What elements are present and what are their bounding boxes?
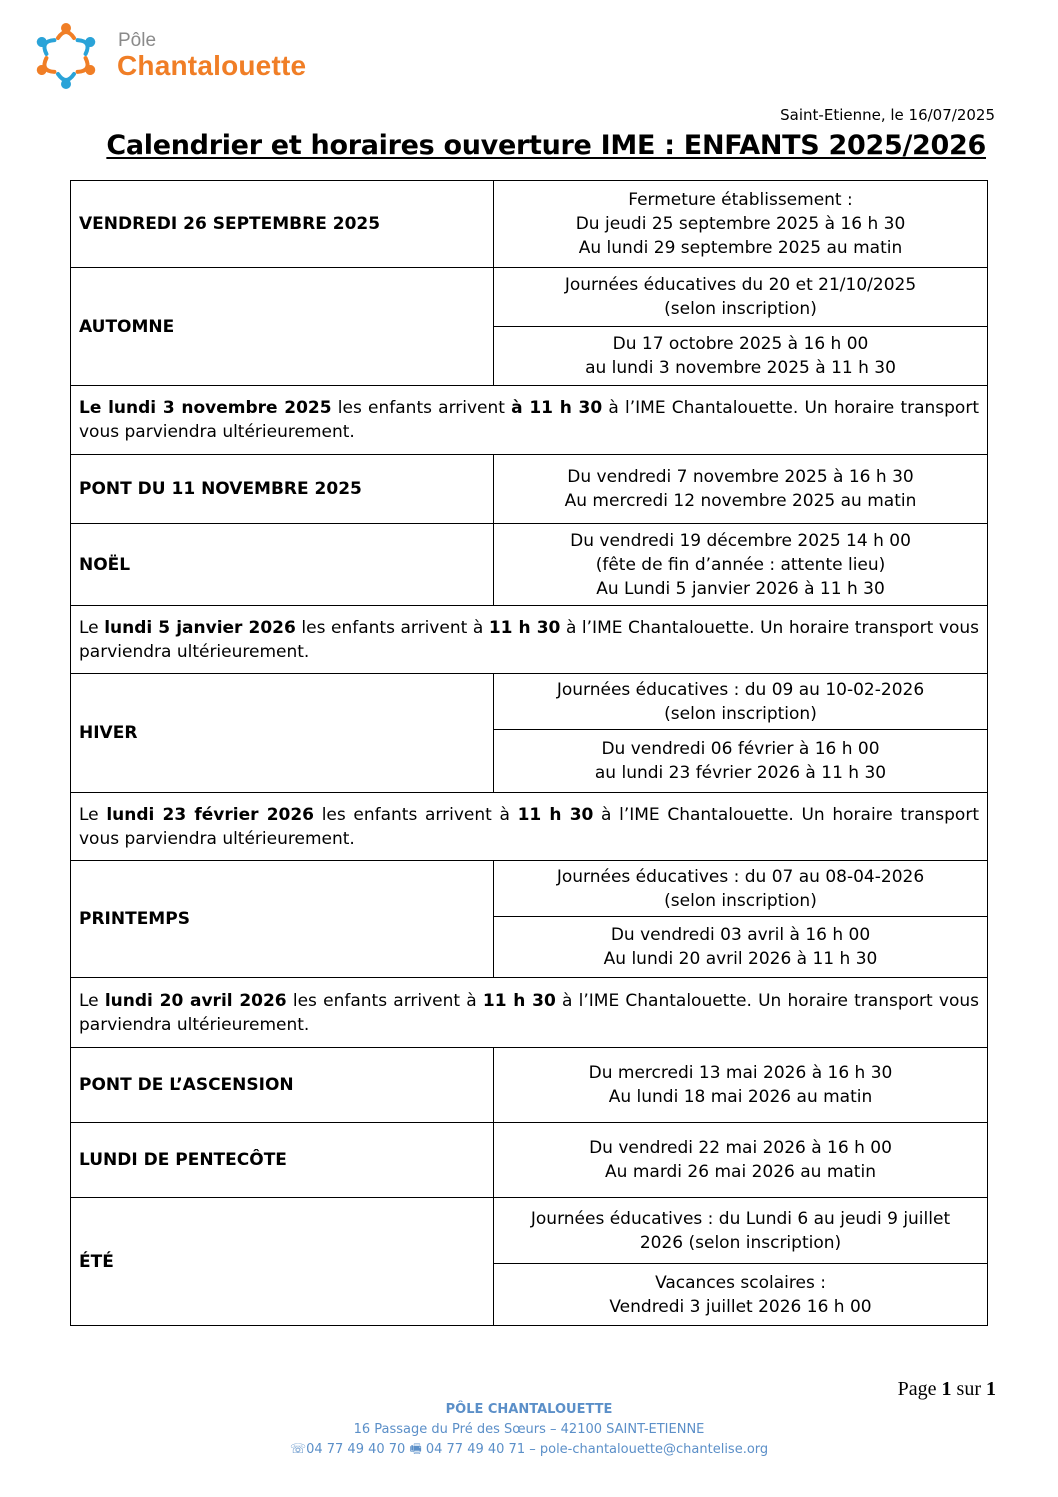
text-line: Journées éducatives : du 07 au 08-04-2026 [556,866,925,887]
page-sep: sur [951,1378,986,1400]
table-row [71,1048,988,1123]
return-note [71,978,988,1048]
note-text: les enfants arrivent à [314,804,518,825]
text-line: (selon inscription) [664,299,817,319]
period-label: HIVER [71,674,494,793]
period-dates [494,1048,988,1123]
text-line: Vacances scolaires : [655,1272,826,1293]
note-time: 11 h 30 [488,617,561,638]
page-title: Calendrier et horaires ouverture IME : ENFANTS 2025/2026 [106,130,986,161]
note-date: lundi 23 février 2026 [106,804,315,825]
table-row [71,1198,988,1264]
return-note [71,606,988,674]
period-label: PONT DU 11 NOVEMBRE 2025 [71,455,494,524]
text-line: Journées éducatives : du Lundi 6 au jeudi 9 juillet [530,1208,951,1229]
period-dates [494,1264,988,1326]
text-line: (fête de fin d’année : attente lieu) [595,554,886,575]
footer-contact: ☏04 77 49 40 70 🖷 04 77 49 40 71 – pole-chantalouette@chantelise.org [289,1442,769,1457]
note-time: 11 h 30 [517,804,594,825]
period-label: VENDREDI 26 SEPTEMBRE 2025 [71,181,494,268]
text-line: Au lundi 18 mai 2026 au matin [608,1087,873,1107]
period-educational-days [494,268,988,327]
note-date: lundi 5 janvier 2026 [104,617,296,638]
text-line: Journées éducatives : du 09 au 10-02-2026 [556,679,925,700]
note-text: les enfants arrivent à [295,617,489,638]
text-line: Du vendredi 06 février à 16 h 00 [601,739,880,759]
text-line: Du 17 octobre 2025 à 16 h 00 [612,334,869,354]
text-line: Du jeudi 25 septembre 2025 à 16 h 30 [575,214,906,234]
page-prefix: Page [897,1378,942,1400]
period-dates [494,455,988,524]
text-line: Du vendredi 03 avril à 16 h 00 [610,925,871,945]
period-dates [494,524,988,606]
note-text: les enfants arrivent à [286,990,483,1011]
table-row [71,674,988,730]
period-label: AUTOMNE [71,268,494,386]
text-line: au lundi 23 février 2026 à 11 h 30 [594,763,887,783]
period-dates [494,917,988,978]
note-date: Le lundi 3 novembre 2025 [79,398,332,418]
footer [0,1400,1058,1460]
table-row [71,793,988,861]
table-row [71,606,988,674]
note-text: Le [79,990,105,1011]
table-row [71,861,988,917]
text-line: Du mercredi 13 mai 2026 à 16 h 30 [588,1063,893,1083]
footer-org: PÔLE CHANTALOUETTE [445,1402,613,1417]
period-label: NOËL [71,524,494,606]
logo-emblem-icon [26,14,110,98]
table-row [71,181,988,268]
return-note [71,793,988,861]
text-line: Du vendredi 19 décembre 2025 14 h 00 [570,530,911,551]
note-text: à l’IME Chantalouette. Un horaire transport vous parviendra ultérieurement. [79,398,979,442]
text-line: Au Lundi 5 janvier 2026 à 11 h 30 [596,578,885,599]
text-line: Journées éducatives du 20 et 21/10/2025 [564,275,917,295]
calendar-table [70,180,988,1326]
page-total: 1 [986,1378,996,1400]
period-educational-days [494,861,988,917]
table-row [71,1123,988,1198]
period-label: PONT DE L’ASCENSION [71,1048,494,1123]
table-row [71,386,988,455]
text-line: Fermeture établissement : [628,190,853,210]
note-text: les enfants arrivent [331,398,512,418]
note-text: Le [79,804,107,825]
period-dates [494,327,988,386]
note-date: lundi 20 avril 2026 [104,990,287,1011]
text-line: Du vendredi 7 novembre 2025 à 16 h 30 [567,467,914,487]
period-label: LUNDI DE PENTECÔTE [71,1123,494,1198]
city-date: Saint-Etienne, le 16/07/2025 [780,106,995,124]
period-educational-days [494,674,988,730]
text-line: Vendredi 3 juillet 2026 16 h 00 [609,1296,872,1317]
period-dates [494,181,988,268]
text-line: Au lundi 20 avril 2026 à 11 h 30 [603,949,878,969]
note-text: à l’IME Chantalouette. Un horaire transport vous parviendra ultérieurement. [79,990,979,1035]
text-line: (selon inscription) [664,890,817,911]
text-line: Au mardi 26 mai 2026 au matin [605,1162,876,1182]
text-line: Au lundi 29 septembre 2025 au matin [578,238,903,258]
text-line: 2026 (selon inscription) [639,1232,842,1253]
logo-text-chantalouette: Chantalouette [117,50,307,81]
text-line: Au mercredi 12 novembre 2025 au matin [564,491,917,511]
note-text: à l’IME Chantalouette. Un horaire transport vous parviendra ultérieurement. [79,804,979,849]
text-line: Du vendredi 22 mai 2026 à 16 h 00 [589,1138,892,1158]
period-educational-days [494,1198,988,1264]
page-number [898,1378,996,1401]
text-line: au lundi 3 novembre 2025 à 11 h 30 [585,358,896,378]
footer-address: 16 Passage du Pré des Sœurs – 42100 SAINT-ETIENNE [353,1422,705,1437]
table-row [71,268,988,327]
note-text: à l’IME Chantalouette. Un horaire transport vous parviendra ultérieurement. [79,617,979,662]
logo [26,14,326,98]
text-line: (selon inscription) [664,703,817,724]
logo-text-pole: Pôle [118,30,157,51]
note-text: Le [79,617,105,638]
note-time: 11 h 30 [482,990,556,1011]
period-label: ÉTÉ [71,1198,494,1326]
table-row [71,524,988,606]
page-current: 1 [941,1378,952,1400]
note-time: à 11 h 30 [511,398,603,418]
period-dates [494,1123,988,1198]
period-dates [494,730,988,793]
return-note [71,386,988,455]
period-label: PRINTEMPS [71,861,494,978]
table-row [71,978,988,1048]
table-row [71,455,988,524]
